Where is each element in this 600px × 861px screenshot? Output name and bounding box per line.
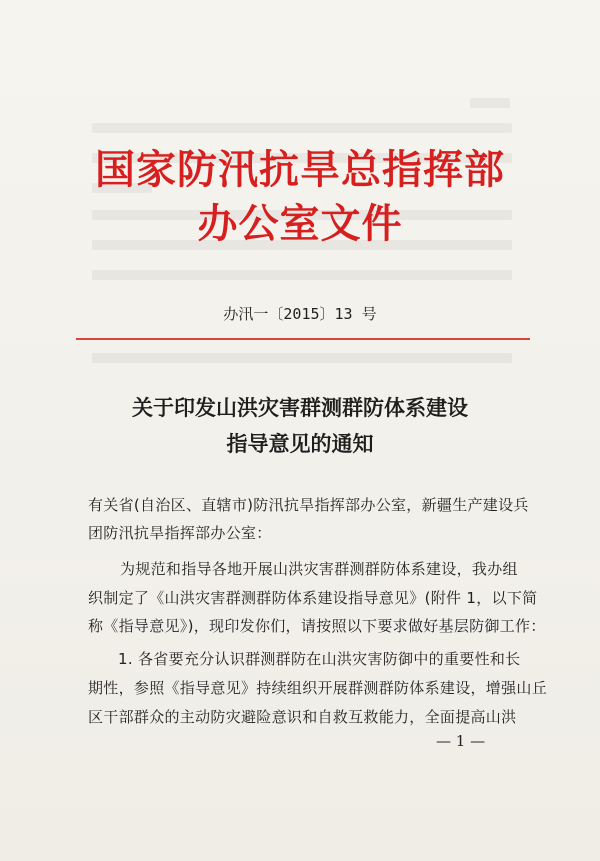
issuer-title-line1: 国家防汛抗旱总指挥部 (95, 146, 505, 193)
bleed-through-mark (470, 98, 510, 108)
body-line: 织制定了《山洪灾害群测群防体系建设指导意见》(附件 1，以下简 (88, 589, 538, 607)
body-line: 期性，参照《指导意见》持续组织开展群测群防体系建设，增强山丘 (88, 679, 548, 697)
document-number: 办汛一〔2015〕13 号 (223, 305, 377, 323)
body-line: 1. 各省要充分认识群测群防在山洪灾害防御中的重要性和长 (118, 650, 521, 668)
red-divider (76, 338, 530, 340)
bleed-through-mark (92, 270, 512, 280)
page-number: — 1 — (436, 732, 486, 750)
body-line: 团防汛抗旱指挥部办公室： (88, 524, 272, 542)
body-line: 有关省(自治区、直辖市)防汛抗旱指挥部办公室，新疆生产建设兵 (88, 496, 529, 514)
body-line: 为规范和指导各地开展山洪灾害群测群防体系建设，我办组 (120, 560, 518, 578)
issuer-title-line2: 办公室文件 (197, 200, 403, 247)
bleed-through-mark (92, 353, 512, 363)
body-line: 称《指导意见》)，现印发你们，请按照以下要求做好基层防御工作： (88, 617, 546, 635)
subject-line2: 指导意见的通知 (226, 432, 374, 456)
bleed-through-mark (92, 123, 512, 133)
subject-line1: 关于印发山洪灾害群测群防体系建设 (132, 396, 468, 420)
body-line: 区干部群众的主动防灾避险意识和自救互救能力，全面提高山洪 (88, 708, 517, 726)
